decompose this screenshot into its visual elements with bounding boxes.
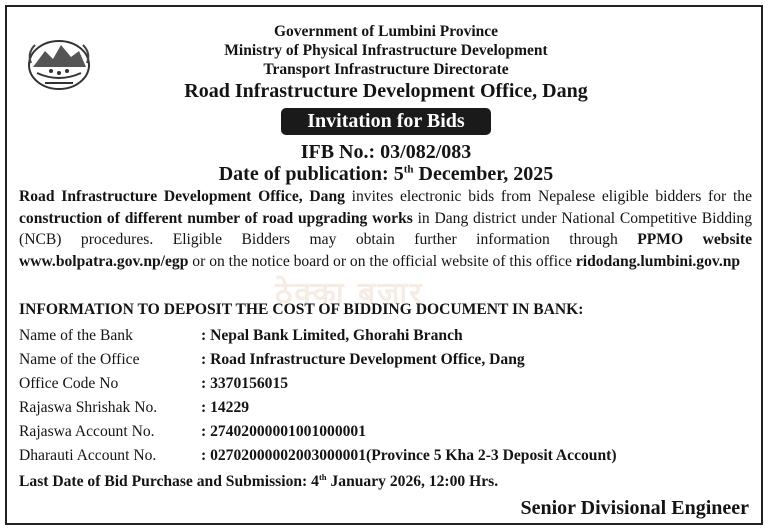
signer-title: Senior Divisional Engineer (520, 497, 749, 519)
submission-deadline: Last Date of Bid Purchase and Submission: 4th January 2026, 12:00 Hrs. (19, 471, 499, 490)
works-description: construction of different number of road upgrading works (19, 209, 413, 227)
deposit-row: Rajaswa Shrishak No. : 14229 (19, 399, 250, 416)
notice-paragraph: Road Infrastructure Development Office, Dang invites electronic bids from Nepalese eligible bidders for the construction of different number of road upgrading works in Dang district under National Competitive Bidding (NCB) procedures. Eligible Bidders may obtain further information through PPMO website www.bolpatra.gov.np/egp or on the notice board or on the official website of this office ridodang.lumbini.gov.np (19, 188, 752, 270)
notice-title: Invitation for Bids (281, 108, 491, 135)
office-title: Road Infrastructure Development Office, Dang (184, 80, 588, 102)
ifb-number: IFB No.: 03/082/083 (300, 141, 472, 163)
notice-frame (5, 5, 763, 525)
deposit-heading: INFORMATION TO DEPOSIT THE COST OF BIDDING DOCUMENT IN BANK: (19, 301, 584, 318)
directorate-line: Transport Infrastructure Directorate (263, 61, 509, 78)
ppmo-website: PPMO website www.bolpatra.gov.np/egp (19, 231, 752, 270)
deposit-row: Name of the Bank : Nepal Bank Limited, Ghorahi Branch (19, 327, 463, 344)
deposit-row: Rajaswa Account No. : 27402000001001000001 (19, 423, 367, 440)
deposit-row: Dharauti Account No. : 02702000002003000001(Province 5 Kha 2-3 Deposit Account) (19, 447, 617, 464)
publication-date: Date of publication: 5th December, 2025 (218, 163, 554, 185)
deposit-row: Name of the Office : Road Infrastructure Development Office, Dang (19, 351, 525, 368)
ministry-line: Ministry of Physical Infrastructure Development (224, 42, 548, 59)
office-website: ridodang.lumbini.gov.np (575, 252, 741, 270)
office-name: Road Infrastructure Development Office, Dang (19, 188, 345, 205)
watermark: ठेक्का बजार (275, 276, 424, 311)
deposit-row: Office Code No : 3370156015 (19, 375, 289, 392)
government-line: Government of Lumbini Province (273, 23, 499, 40)
